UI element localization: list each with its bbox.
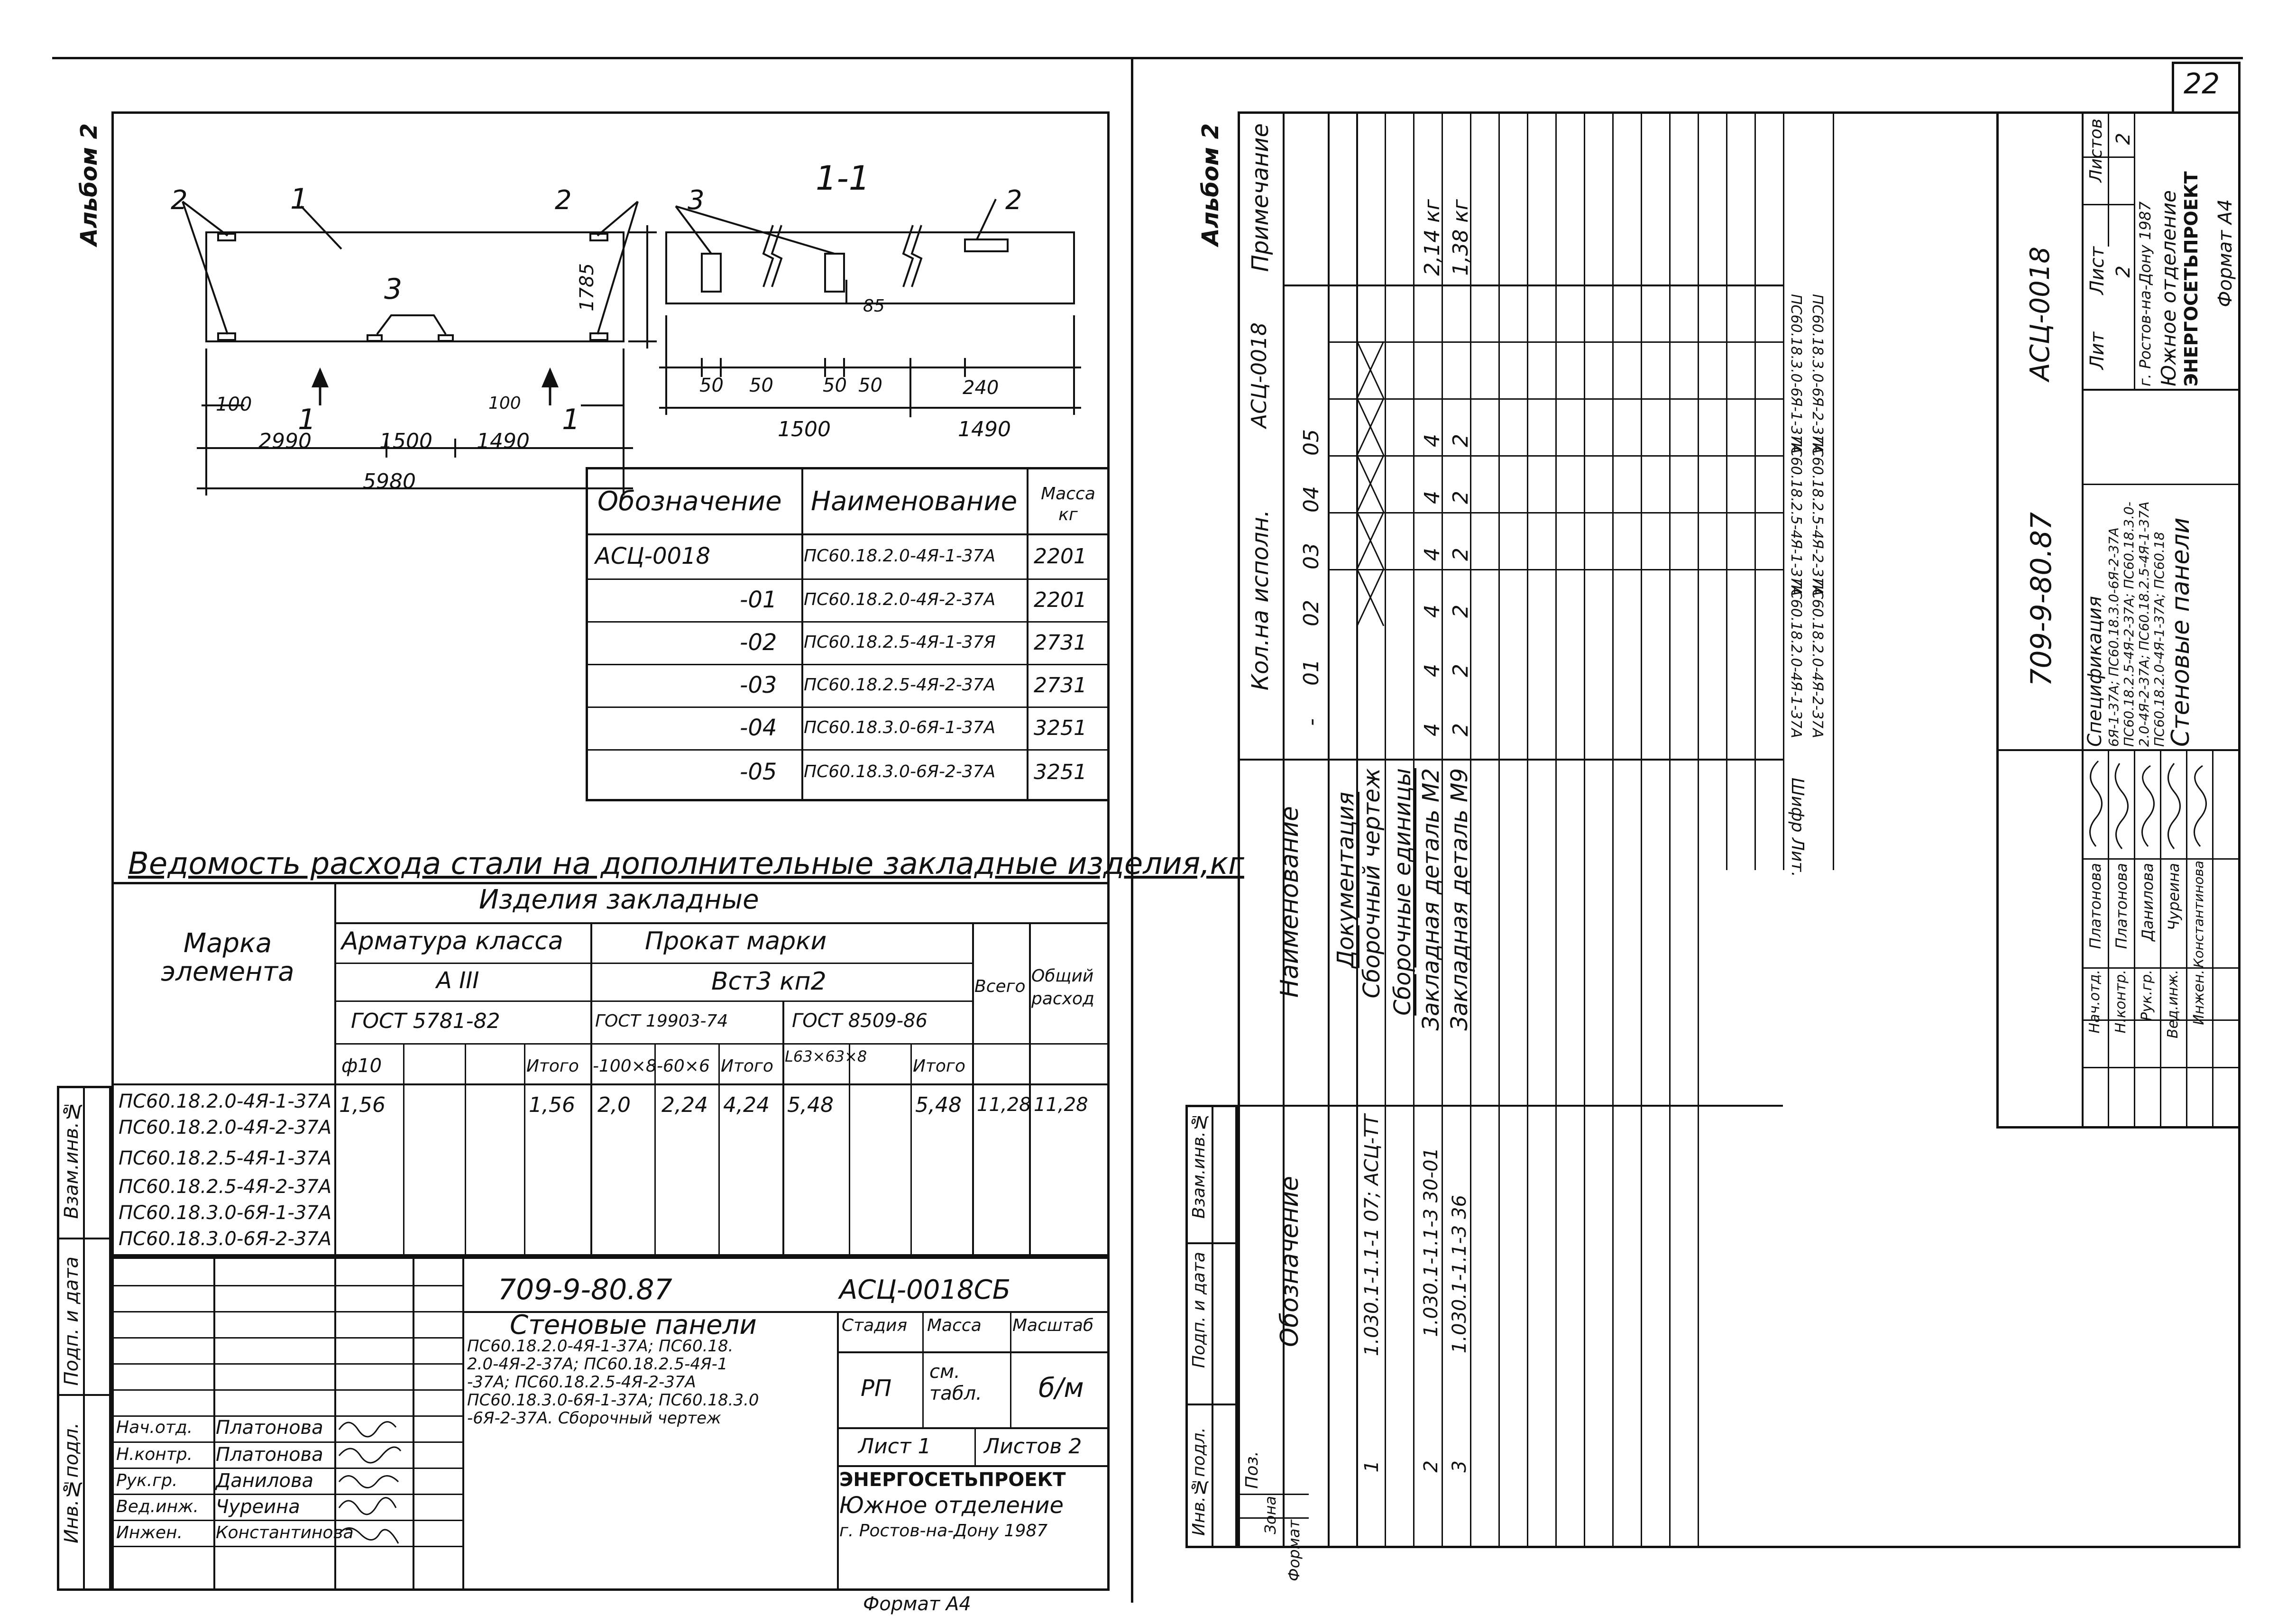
table-cell: 1,56: [529, 1093, 575, 1117]
variant-code: -05: [740, 759, 777, 785]
variants-header-oboz: Обозначение: [597, 486, 782, 517]
person-name: Платонова: [216, 1444, 323, 1466]
leader-label-2-left: 2: [171, 185, 188, 216]
person-role: Нач.отд.: [2086, 970, 2103, 1034]
spec-naim: Закладная деталь М9: [1446, 768, 1473, 1031]
steel-sub-4: -100×8: [593, 1056, 657, 1076]
person-name: Данилова: [216, 1470, 314, 1492]
steel-sub-5: -60×6: [657, 1056, 710, 1076]
spec-x-marks: [1356, 341, 1385, 626]
variant-name: ПС60.18.2.0-4Я-1-37А: [804, 546, 996, 566]
stamp-org: [839, 1468, 1066, 1543]
person-role: Рук.гр.: [116, 1471, 178, 1490]
stamp-stadia-h: Стадия: [842, 1316, 908, 1335]
spec-kol: 2: [1449, 491, 1473, 504]
right-stamp-list: Лист: [2086, 247, 2108, 295]
steel-h-vsego: Всего: [974, 977, 1026, 996]
right-stamp-code2: АСЦ-0018: [2025, 247, 2056, 381]
org-line: Южное отделение: [839, 1492, 1064, 1519]
person-role: Н.контр.: [2112, 970, 2129, 1034]
org-line: г. Ростов-на-Дону 1987: [2136, 201, 2154, 386]
list-item: ПС60.18.2.0-4Я-1-37А: [1788, 578, 1804, 738]
list-item: ПС60.18.3.0-6Я-2-37А: [1809, 294, 1826, 454]
right-stamp-org: [2136, 116, 2204, 386]
spec-oboz: 1.030.1-1.1-3 30-01: [1420, 1147, 1442, 1337]
stamp-format: Формат А4: [863, 1593, 971, 1615]
title-line: ПС60.18.2.0-4Я-1-37А; ПС60.18: [2151, 532, 2167, 747]
stamp-massa: см. табл.: [929, 1361, 982, 1404]
sec-dim-1500: 1500: [778, 417, 831, 441]
variant-code: -03: [740, 672, 777, 698]
person-role: Инжен.: [116, 1523, 183, 1542]
section-leader-3: 3: [688, 185, 705, 216]
person-role: Н.контр.: [116, 1445, 193, 1464]
spec-kol: 2: [1449, 664, 1473, 677]
spec-head-prim: Примечание: [1247, 123, 1274, 272]
right-album-label: Альбом 2: [1197, 123, 1224, 246]
spec-kol: 2: [1449, 605, 1473, 618]
section-leader-2: 2: [1005, 185, 1022, 216]
title-line: 6Я-1-37А; ПС60.18.3.0-6Я-2-37А: [2106, 527, 2122, 747]
dim-5980: 5980: [363, 469, 416, 494]
list-item: ПС60.18.2.0-4Я-2-37А: [1809, 578, 1826, 738]
steel-sub-7: L63×63×8: [785, 1047, 867, 1065]
spec-kol: 2: [1449, 548, 1473, 561]
person-name: Платонова: [2086, 863, 2104, 949]
person-role: Нач.отд.: [116, 1418, 193, 1437]
dim-1500: 1500: [379, 429, 432, 453]
variant-mass: 3251: [1034, 716, 1087, 740]
right-stamp-list-v: 2: [2112, 266, 2134, 278]
sec-dim-240: 240: [963, 377, 999, 399]
variant-mass: 3251: [1034, 760, 1087, 784]
spec-naim: Закладная деталь М2: [1418, 768, 1444, 1031]
spec-head-zona: Зона: [1261, 1496, 1279, 1534]
leader-label-2-right: 2: [555, 185, 572, 216]
stamp-masshtab: б/м: [1038, 1373, 1084, 1404]
left-album-label: Альбом 2: [76, 123, 102, 246]
dim-2990: 2990: [258, 429, 312, 453]
dim-100-right: 100: [488, 394, 521, 413]
title-line: Стеновые панели: [2167, 517, 2195, 747]
steel-sub-0: ф10: [341, 1055, 382, 1077]
person-name: Константинова: [216, 1523, 354, 1542]
steel-sub-6: Итого: [721, 1056, 773, 1076]
variant-mass: 2731: [1034, 631, 1087, 655]
variant-name: ПС60.18.3.0-6Я-2-37А: [804, 762, 996, 781]
sec-dim-50c: 50: [823, 375, 847, 396]
list-item: ПС60.18.2.5-4Я-2-37А: [119, 1176, 332, 1198]
spec-poz: 1: [1361, 1460, 1383, 1473]
right-stamp-title: [2084, 488, 2193, 747]
stamp-masshtab-h: Масштаб: [1012, 1316, 1094, 1335]
steel-h-izd: Изделия закладные: [479, 884, 759, 915]
side-label: Взам.инв.№: [61, 1100, 83, 1219]
variant-name: ПС60.18.2.0-4Я-2-37А: [804, 590, 996, 609]
title-line: ПС60.18.2.0-4Я-1-37А; ПС60.18.: [467, 1337, 734, 1356]
spec-kol: 4: [1420, 723, 1444, 736]
steel-sub-3: Итого: [526, 1056, 579, 1076]
variant-name: ПС60.18.2.5-4Я-1-37Я: [804, 633, 996, 652]
person-role: Инжен.: [2191, 970, 2207, 1025]
kol-col-label: 04: [1299, 486, 1323, 513]
list-item: ПС60.18.2.5-4Я-2-37А: [1809, 436, 1826, 596]
steel-h-gost1: ГОСТ 5781-82: [351, 1009, 500, 1033]
list-item: ПС60.18.2.5-4Я-1-37А: [119, 1147, 332, 1169]
steel-h-prokat-mark: Вст3 кп2: [711, 967, 827, 996]
variant-mass: 2731: [1034, 673, 1087, 697]
left-stamp-code2: АСЦ-0018СБ: [839, 1275, 1011, 1305]
leader-label-1: 1: [290, 183, 309, 216]
variants-header-massa: Масса кг: [1041, 484, 1095, 524]
right-stamp-listov: Листов: [2086, 119, 2106, 183]
spec-kol: 2: [1449, 434, 1473, 447]
title-line: ПС60.18.2.5-4Я-2-37А; ПС60.18.3.0-: [2121, 501, 2137, 747]
title-line: 2.0-4Я-2-37А; ПС60.18.2.5-4Я-1: [467, 1355, 728, 1374]
list-item: ПС60.18.2.0-4Я-2-37А: [119, 1117, 332, 1138]
spec-head-kol: Кол.на исполн.: [1247, 510, 1274, 691]
steel-h-gost3: ГОСТ 8509-86: [792, 1010, 928, 1032]
sec-dim-50a: 50: [699, 375, 724, 396]
dim-100-left: 100: [216, 394, 252, 415]
variant-name: ПС60.18.3.0-6Я-1-37А: [804, 718, 996, 737]
sec-dim-85: 85: [863, 296, 885, 316]
spec-head-poz: Поз.: [1242, 1451, 1262, 1489]
org-line: Южное отделение: [2157, 190, 2180, 386]
spec-poz: 2: [1420, 1460, 1442, 1473]
table-cell: 5,48: [787, 1093, 834, 1117]
shifr-label: Шифр Лит.: [1788, 778, 1807, 877]
side-label: Подп. и дата: [1189, 1252, 1209, 1368]
table-cell: 11,28: [1034, 1094, 1088, 1116]
table-cell: 4,24: [723, 1093, 770, 1117]
variant-name: ПС60.18.2.5-4Я-2-37А: [804, 675, 996, 695]
title-line: -37А; ПС60.18.2.5-4Я-2-37А: [467, 1373, 696, 1392]
spec-kol: 4: [1420, 664, 1444, 677]
table-cell: 5,48: [915, 1093, 962, 1117]
steel-h-marka: Марка элемента: [161, 928, 294, 987]
height-dimension: 1785: [576, 263, 598, 312]
right-stamp-listov-v: 2: [2112, 133, 2134, 145]
steel-h-obsh: Общий расход: [1031, 966, 1094, 1009]
left-stamp-title: [467, 1310, 835, 1428]
spec-head-kol-code: АСЦ-0018: [1247, 322, 1271, 428]
kol-col-label: 01: [1299, 659, 1323, 686]
list-item: ПС60.18.3.0-6Я-2-37А: [119, 1228, 332, 1250]
spec-kol: 4: [1420, 434, 1444, 447]
title-line: Спецификация: [2084, 596, 2106, 747]
right-stamp-lit: Лит: [2086, 332, 2108, 370]
top-rule: [52, 57, 2243, 59]
spec-kol: 4: [1420, 491, 1444, 504]
steel-h-gost2: ГОСТ 19903-74: [595, 1011, 728, 1031]
side-label: Подп. и дата: [61, 1257, 83, 1386]
spec-prim: 1,38 кг: [1449, 199, 1473, 276]
spec-row-doc: Документация: [1332, 792, 1359, 968]
person-name: Чуреина: [216, 1496, 300, 1518]
section-mark-left: 1: [298, 403, 316, 436]
stamp-listov: Листов 2: [984, 1434, 1082, 1459]
person-role: Вед.инж.: [116, 1497, 199, 1516]
title-line: Стеновые панели: [510, 1310, 757, 1340]
variant-code: -04: [740, 715, 777, 741]
person-name: Платонова: [2112, 863, 2131, 949]
shifr-col: [1783, 111, 1784, 870]
spec-head-naim: Наименование: [1276, 806, 1304, 998]
list-item: ПС60.18.2.5-4Я-1-37А: [1788, 436, 1804, 596]
right-stamp-doc-code: 709-9-80.87: [2025, 512, 2058, 687]
stamp-stadia: РП: [861, 1375, 892, 1402]
table-cell: 1,56: [339, 1093, 386, 1117]
spec-oboz: 1.030.1-1.1-1 07; АСЦ-ТТ: [1361, 1114, 1383, 1357]
signatures: [334, 1413, 415, 1555]
spec-oboz: 1.030.1-1.1-3 36: [1449, 1195, 1470, 1354]
sec-dim-50d: 50: [858, 375, 882, 396]
steel-h-arm-cls: А III: [436, 967, 479, 994]
table-cell: 2,0: [597, 1093, 631, 1117]
spec-kol: 4: [1420, 548, 1444, 561]
sec-dim-1490: 1490: [958, 417, 1011, 441]
right-stamp-format: Формат А4: [2214, 199, 2236, 307]
left-stamp-doc-code: 709-9-80.87: [498, 1273, 672, 1306]
steel-table-title: Ведомость расхода стали на дополнительные закладные изделия,кг: [128, 846, 1244, 881]
side-label: Инв.№подл.: [61, 1422, 83, 1543]
steel-h-arm: Арматура класса: [341, 927, 563, 955]
spec-kol: 4: [1420, 605, 1444, 618]
dim-1490: 1490: [477, 429, 530, 453]
stamp-massa-h: Масса: [927, 1316, 982, 1335]
variant-code: -01: [740, 587, 777, 613]
list-item: ПС60.18.2.0-4Я-1-37А: [119, 1091, 332, 1112]
stamp-list: Лист 1: [858, 1434, 931, 1459]
variants-header-naim: Наименование: [811, 486, 1018, 517]
section-mark-right: 1: [562, 403, 580, 436]
list-item: ПС60.18.3.0-6Я-1-37А: [1788, 294, 1804, 454]
steel-sub-9: Итого: [913, 1056, 965, 1076]
title-line: 2.0-4Я-2-37А; ПС60.18.2.5-4Я-1-37А: [2136, 501, 2152, 747]
center-fold-line: [1131, 57, 1133, 1603]
person-name: Константинова: [2191, 861, 2206, 968]
steel-h-prokat: Прокат марки: [645, 927, 827, 955]
title-line: ПС60.18.3.0-6Я-1-37А; ПС60.18.3.0: [467, 1391, 759, 1410]
kol-col-label: 02: [1299, 600, 1323, 626]
spec-poz: 3: [1449, 1460, 1470, 1473]
spec-head-format: Формат: [1285, 1520, 1303, 1581]
kol-col-label: -: [1299, 718, 1323, 726]
variant-mass: 2201: [1034, 588, 1087, 612]
variant-code: -02: [740, 629, 777, 656]
side-label: Инв.№подл.: [1189, 1427, 1209, 1536]
sec-dim-50b: 50: [749, 375, 773, 396]
variant-code: АСЦ-0018: [595, 543, 711, 569]
kol-col-label: 05: [1299, 429, 1323, 456]
page-number: 22: [2184, 67, 2220, 101]
person-name: Чуреина: [2165, 863, 2183, 931]
spec-head-oboz: Обозначение: [1276, 1176, 1304, 1347]
spec-row-units: Сборочные единицы: [1389, 768, 1416, 1016]
table-cell: 2,24: [661, 1093, 708, 1117]
org-line: г. Ростов-на-Дону 1987: [839, 1521, 1048, 1541]
table-cell: 11,28: [977, 1094, 1031, 1116]
person-role: Вед.инж.: [2165, 970, 2181, 1038]
kol-col-label: 03: [1299, 543, 1323, 569]
title-line: -6Я-2-37А. Сборочный чертеж: [467, 1409, 721, 1428]
spec-kol: 2: [1449, 723, 1473, 736]
spec-naim: Сборочный чертеж: [1359, 768, 1385, 999]
right-signatures: [2082, 752, 2241, 856]
leader-label-3: 3: [384, 273, 403, 306]
section-title: 1-1: [816, 159, 870, 198]
spec-prim: 2,14 кг: [1420, 199, 1444, 276]
org-line: ЭНЕРГОСЕТЬПРОЕКТ: [839, 1469, 1066, 1491]
side-label: Взам.инв.№: [1189, 1112, 1209, 1219]
org-line: ЭНЕРГОСЕТЬПРОЕКТ: [2181, 171, 2202, 386]
person-role: Рук.гр.: [2139, 970, 2155, 1021]
variant-mass: 2201: [1034, 544, 1087, 569]
list-item: ПС60.18.3.0-6Я-1-37А: [119, 1202, 332, 1224]
person-name: Платонова: [216, 1417, 323, 1439]
person-name: Данилова: [2139, 863, 2157, 941]
